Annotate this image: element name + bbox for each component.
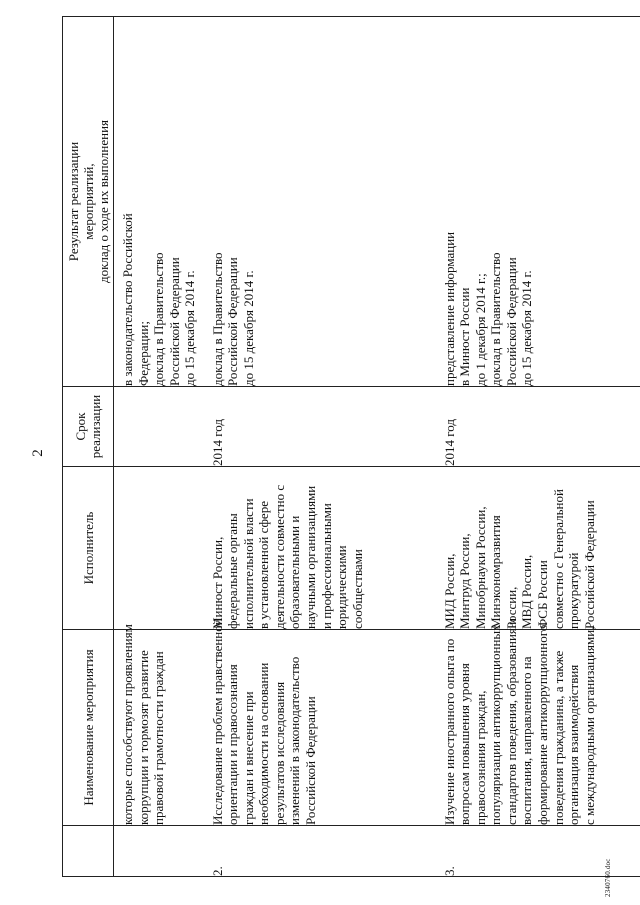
- header-result-line: Результат реализации: [65, 141, 81, 262]
- header-term: [63, 387, 114, 467]
- executor-line: России,: [503, 586, 519, 629]
- term: 2014 год: [442, 387, 640, 467]
- measure-name: [114, 624, 210, 826]
- table-header-row: [63, 17, 114, 877]
- header-name: Наименование мероприятия: [63, 630, 114, 826]
- executor-line: в установленной сфере: [256, 501, 272, 629]
- result-line: Российской Федерации: [225, 257, 241, 386]
- executor-line: исполнительной власти: [240, 498, 256, 629]
- measure-name-line: организация взаимодействия: [566, 664, 582, 825]
- executor-line: МИД России,: [441, 553, 457, 629]
- row-number: [114, 826, 210, 877]
- executor: [442, 467, 640, 630]
- executor-line: сообществами: [349, 549, 365, 629]
- result: [442, 17, 640, 387]
- executor-line: деятельности совместно с: [271, 484, 287, 629]
- row-number: 3.: [442, 826, 640, 877]
- measure-name-line: поведения гражданина, а также: [550, 650, 566, 825]
- table-row: [210, 17, 442, 877]
- measure-name: [441, 617, 640, 826]
- executor-line: научными организациями: [303, 485, 319, 629]
- measure-name-line: с международными организациями,: [581, 626, 597, 825]
- measure-name-line: стандартов поведения, образования и: [503, 617, 519, 825]
- executor-line: Минобрнауки России,: [472, 506, 488, 629]
- executor-line: юридическими: [334, 545, 350, 629]
- measure-name-line: которые способствуют проявлениям: [120, 624, 135, 825]
- measure-name-line: результатов исследования: [271, 681, 287, 825]
- header-executor: Исполнитель: [63, 467, 114, 630]
- measure-name-line: Изучение иностранного опыта по: [441, 638, 457, 825]
- result-line: до 15 декабря 2014 г.: [519, 270, 535, 386]
- executor-line: прокуратурой: [566, 552, 582, 629]
- table-body: [114, 17, 640, 877]
- header-result-line: мероприятий,: [80, 163, 96, 240]
- result-line: доклад в Правительство: [151, 252, 167, 386]
- measure-name-line: Исследование проблем нравственной: [209, 618, 225, 825]
- result-line: в Минюст России: [457, 287, 473, 386]
- measure-name-line: граждан и внесение при: [240, 691, 256, 825]
- measure-name-line: воспитания, направленного на: [519, 656, 535, 825]
- measure-name-line: изменений в законодательство: [287, 656, 303, 825]
- measure-name-line: правовой грамотности граждан: [151, 651, 167, 825]
- executor-line: Минэкономразвития: [488, 515, 504, 629]
- result-line: представление информации: [441, 231, 457, 386]
- executor: [210, 467, 442, 630]
- executor-line: ФСБ России: [535, 560, 551, 629]
- header-term-line: реализации: [88, 394, 103, 459]
- document-id: 2340760.doc: [604, 858, 612, 897]
- table-row: [114, 17, 210, 877]
- executor-line: совместно с Генеральной: [550, 489, 566, 629]
- result-line: Федерации;: [135, 320, 151, 386]
- header-term-line: Срок: [73, 412, 88, 441]
- executor: [114, 467, 210, 630]
- result: [114, 17, 210, 387]
- table-row: [442, 17, 640, 877]
- executor-line: Минтруд России,: [457, 533, 473, 629]
- result-line: до 15 декабря 2014 г.: [240, 270, 256, 386]
- executor-line: образовательными и: [287, 515, 303, 629]
- measure-name-line: популяризации антикоррупционных: [488, 624, 504, 825]
- result-line: до 15 декабря 2014 г.: [182, 270, 198, 386]
- term: 2014 год: [210, 387, 442, 467]
- result-line: в законодательство Российской: [120, 213, 135, 386]
- measure-name-line: вопросам повышения уровня: [457, 663, 473, 825]
- header-no: [63, 826, 114, 877]
- result: [210, 17, 442, 387]
- measure-name-line: коррупции и тормозят развитие: [135, 650, 151, 825]
- result-line: Российской Федерации: [503, 257, 519, 386]
- executor-line: Российской Федерации: [581, 500, 597, 629]
- term: [114, 387, 210, 467]
- measure-name-line: ориентации и правосознания: [225, 664, 241, 825]
- header-result-line: доклад о ходе их выполнения: [95, 119, 111, 284]
- row-number: 2.: [210, 826, 442, 877]
- result-line: доклад в Правительство: [488, 252, 504, 386]
- measure-name-line: правосознания граждан,: [472, 690, 488, 825]
- measure-name: [209, 618, 442, 826]
- executor-line: федеральные органы: [225, 513, 241, 629]
- page-number: 2: [30, 449, 46, 457]
- result-line: доклад в Правительство: [209, 252, 225, 386]
- result-line: Российской Федерации: [166, 257, 182, 386]
- result-line: до 1 декабря 2014 г.;: [472, 273, 488, 386]
- measure-name-line: необходимости на основании: [256, 662, 272, 825]
- header-result: [63, 17, 114, 387]
- executor-line: и профессиональными: [318, 503, 334, 629]
- executor-line: Минюст России,: [209, 536, 225, 629]
- measure-name-line: формирование антикоррупционного: [535, 624, 551, 825]
- measure-name-line: Российской Федерации: [303, 696, 319, 825]
- executor-line: МВД России,: [519, 554, 535, 629]
- measures-table: [62, 16, 640, 877]
